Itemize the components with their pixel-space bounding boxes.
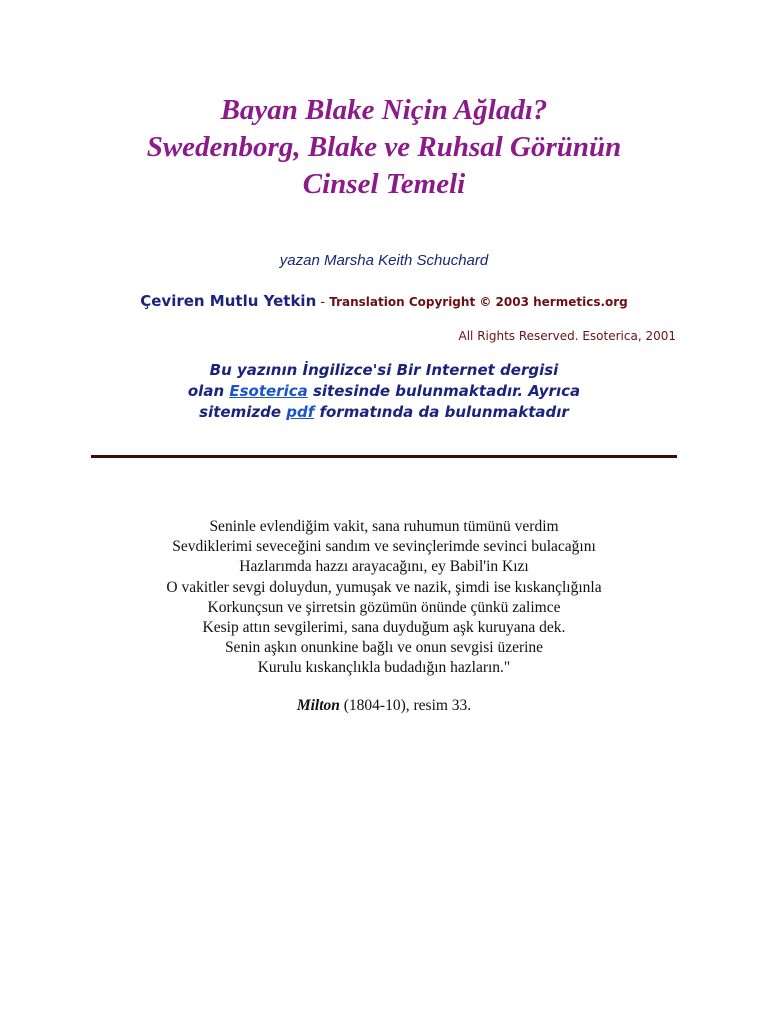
notice-line-2 <box>0 381 768 402</box>
pdf-link[interactable]: pdf <box>286 403 315 421</box>
poem-line: O vakitler sevgi doluydun, yumuşak ve nazik, şimdi ise kıskançlığınla <box>166 578 602 596</box>
source-notice <box>0 360 768 423</box>
epigraph-poem <box>0 517 768 679</box>
poem-line: Kurulu kıskançlıkla budadığın hazların." <box>257 659 511 677</box>
rights-notice: All Rights Reserved. Esoterica, 2001 <box>458 329 676 343</box>
poem-line: Korkunçsun ve şirretsin gözümün önünde çünkü zalimce <box>207 598 561 616</box>
title-line-1: Bayan Blake Niçin Ağladı? <box>220 94 548 126</box>
translator-line <box>0 291 768 310</box>
citation-details: (1804-10), resim 33. <box>339 697 472 714</box>
translation-copyright: Translation Copyright © 2003 hermetics.org <box>329 295 628 309</box>
document-title <box>0 92 768 203</box>
notice-line-2-suffix: sitesinde bulunmaktadır. Ayrıca <box>307 382 581 400</box>
esoterica-link[interactable]: Esoterica <box>229 382 308 400</box>
poem-line: Hazlarımda hazzı arayacağını, ey Babil'in Kızı <box>239 558 529 576</box>
citation-work-title: Milton <box>296 697 340 714</box>
poem-line: Sevdiklerimi seveceğini sandım ve sevinçlerimde sevinci bulacağını <box>172 538 596 556</box>
notice-line-2-prefix: olan <box>187 382 230 400</box>
notice-line-3 <box>0 402 768 423</box>
title-line-3: Cinsel Temeli <box>302 168 466 200</box>
horizontal-divider <box>91 455 677 458</box>
notice-line-3-prefix: sitemizde <box>199 403 287 421</box>
poem-line: Seninle evlendiğim vakit, sana ruhumun tümünü verdim <box>209 518 559 535</box>
poem-line: Kesip attın sevgilerimi, sana duyduğum aşk kuruyana dek. <box>202 619 566 637</box>
poem-line: Senin aşkın onunkine bağlı ve onun sevgisi üzerine <box>224 639 544 657</box>
notice-line-1: Bu yazının İngilizce'si Bir Internet dergisi <box>209 361 559 379</box>
title-line-2: Swedenborg, Blake ve Ruhsal Görünün <box>146 131 622 163</box>
translator-separator: - <box>316 295 330 310</box>
poem-citation <box>0 697 768 715</box>
notice-line-3-suffix: formatında da bulunmaktadır <box>314 403 569 421</box>
translator-name: Çeviren Mutlu Yetkin <box>140 292 317 310</box>
author-byline: yazan Marsha Keith Schuchard <box>279 252 489 269</box>
